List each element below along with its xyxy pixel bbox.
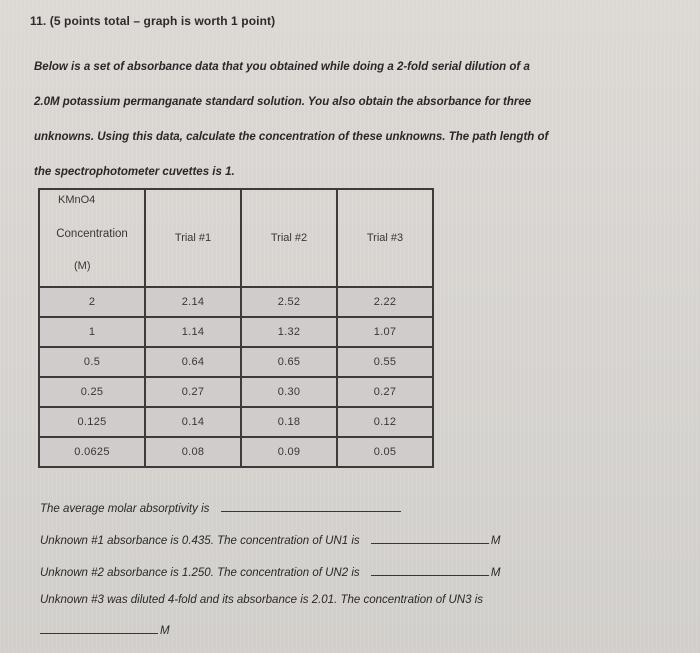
unknown-1-unit: M xyxy=(490,535,501,547)
question-intro xyxy=(34,50,674,190)
trial-1-cell: 0.64 xyxy=(145,347,241,377)
unknown-3-prompt: Unknown #3 was diluted 4-fold and its absorbance is 2.01. The concentration of UN3 is xyxy=(40,594,484,606)
table-row xyxy=(39,347,433,377)
table-row xyxy=(39,377,433,407)
intro-line: 2.0M potassium permanganate standard solution. You also obtain the absorbance for three xyxy=(34,96,532,108)
concentration-cell: 1 xyxy=(39,317,145,347)
concentration-cell: 0.125 xyxy=(39,407,145,437)
concentration-cell: 0.5 xyxy=(39,347,145,377)
trial-3-cell: 0.05 xyxy=(337,437,433,467)
concentration-header xyxy=(39,189,145,287)
unknown-1-prompt: Unknown #1 absorbance is 0.435. The concentration of UN1 is xyxy=(40,535,360,547)
trial-2-cell: 0.18 xyxy=(241,407,337,437)
concentration-label: Concentration xyxy=(56,228,128,240)
intro-line: unknowns. Using this data, calculate the concentration of these unknowns. The path length of xyxy=(34,131,549,143)
unknown-3-unit: M xyxy=(160,625,170,637)
trial-2-cell: 1.32 xyxy=(241,317,337,347)
trial-3-cell: 1.07 xyxy=(337,317,433,347)
unknown-2-unit: M xyxy=(490,567,501,579)
concentration-unit: (M) xyxy=(74,260,91,272)
trial-1-cell: 0.08 xyxy=(145,437,241,467)
trial-1-header: Trial #1 xyxy=(145,189,241,287)
trial-2-header: Trial #2 xyxy=(241,189,337,287)
table-row xyxy=(39,437,433,467)
unknown-3-row xyxy=(40,594,500,620)
avg-absorptivity-blank[interactable] xyxy=(221,498,401,512)
concentration-cell: 0.0625 xyxy=(39,437,145,467)
table-row xyxy=(39,317,433,347)
unknown-2-blank[interactable] xyxy=(371,562,489,576)
answer-section xyxy=(40,498,500,652)
trial-2-cell: 0.65 xyxy=(241,347,337,377)
trial-2-cell: 0.30 xyxy=(241,377,337,407)
compound-label: KMnO4 xyxy=(58,194,96,206)
trial-2-cell: 2.52 xyxy=(241,287,337,317)
concentration-cell: 0.25 xyxy=(39,377,145,407)
trial-1-cell: 0.27 xyxy=(145,377,241,407)
trial-3-header: Trial #3 xyxy=(337,189,433,287)
trial-1-cell: 1.14 xyxy=(145,317,241,347)
concentration-cell: 2 xyxy=(39,287,145,317)
unknown-1-blank[interactable] xyxy=(371,530,489,544)
unknown-2-row xyxy=(40,562,500,594)
table-row xyxy=(39,407,433,437)
table-row xyxy=(39,287,433,317)
trial-3-cell: 0.12 xyxy=(337,407,433,437)
absorbance-table xyxy=(38,188,434,468)
trial-3-cell: 0.27 xyxy=(337,377,433,407)
table-header-row xyxy=(39,189,433,287)
unknown-2-prompt: Unknown #2 absorbance is 1.250. The concentration of UN2 is xyxy=(40,567,360,579)
trial-3-cell: 0.55 xyxy=(337,347,433,377)
intro-line: the spectrophotometer cuvettes is 1. xyxy=(34,166,235,178)
trial-3-cell: 2.22 xyxy=(337,287,433,317)
avg-absorptivity-row xyxy=(40,498,500,530)
trial-1-cell: 2.14 xyxy=(145,287,241,317)
trial-2-cell: 0.09 xyxy=(241,437,337,467)
trial-1-cell: 0.14 xyxy=(145,407,241,437)
avg-absorptivity-prompt: The average molar absorptivity is xyxy=(40,503,210,515)
unknown-3-answer-row xyxy=(40,620,500,652)
unknown-3-blank[interactable] xyxy=(40,620,158,634)
question-title: 11. (5 points total – graph is worth 1 point) xyxy=(30,14,276,28)
unknown-1-row xyxy=(40,530,500,562)
intro-line: Below is a set of absorbance data that you obtained while doing a 2-fold serial dilution of a xyxy=(34,61,530,73)
